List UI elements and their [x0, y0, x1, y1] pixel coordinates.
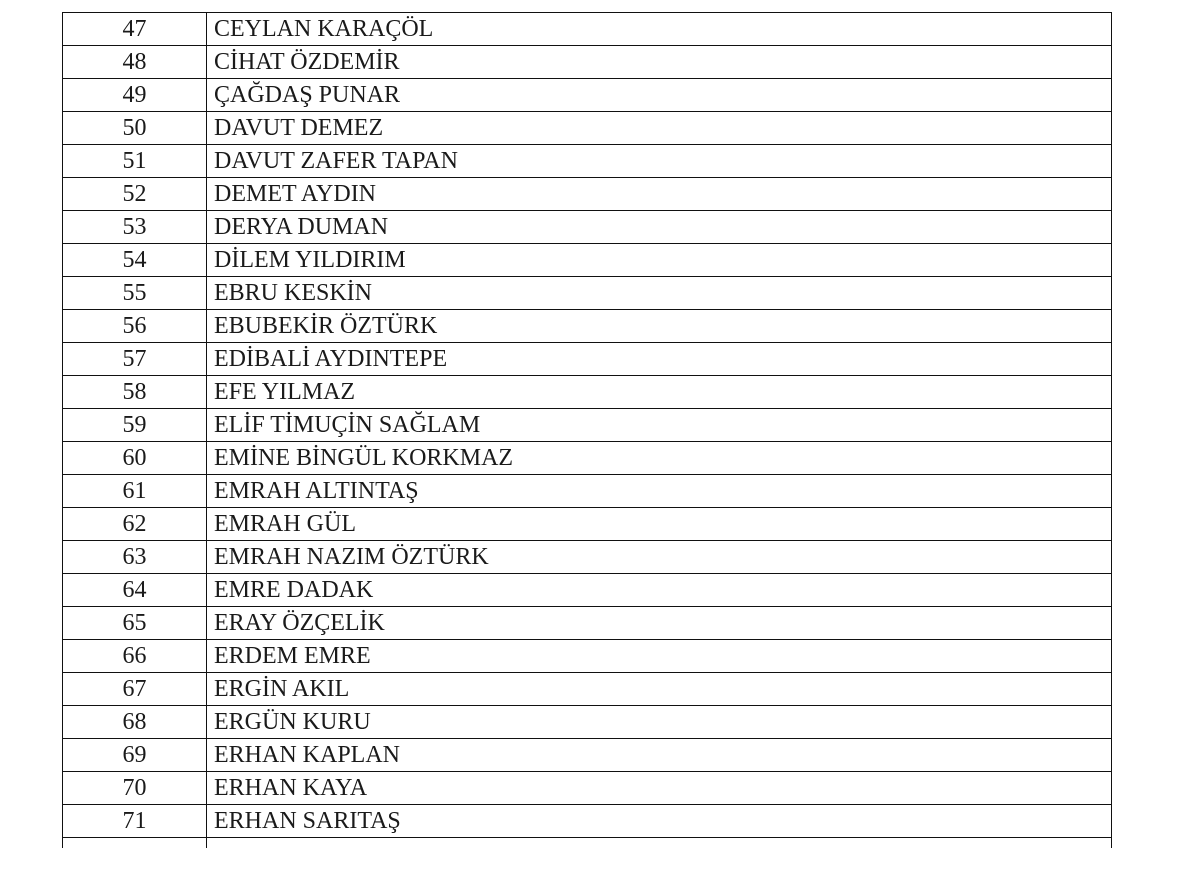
table-row [63, 178, 1112, 211]
table-row-cut-off [63, 838, 1112, 849]
table-row [63, 607, 1112, 640]
row-number: 61 [63, 475, 207, 508]
table-row [63, 343, 1112, 376]
row-number: 57 [63, 343, 207, 376]
row-number: 51 [63, 145, 207, 178]
person-name: EMRAH NAZIM ÖZTÜRK [207, 541, 1112, 574]
person-name: EMRE DADAK [207, 574, 1112, 607]
person-name-cut-off [207, 838, 1112, 849]
person-name: ERGÜN KURU [207, 706, 1112, 739]
table-row [63, 112, 1112, 145]
person-name: ERAY ÖZÇELİK [207, 607, 1112, 640]
row-number: 58 [63, 376, 207, 409]
person-name: ERHAN KAPLAN [207, 739, 1112, 772]
table-row [63, 310, 1112, 343]
table-row [63, 706, 1112, 739]
row-number: 48 [63, 46, 207, 79]
row-number: 59 [63, 409, 207, 442]
table-row [63, 739, 1112, 772]
page-bottom-edge [0, 864, 1178, 874]
row-number: 49 [63, 79, 207, 112]
person-name: EBRU KESKİN [207, 277, 1112, 310]
row-number: 60 [63, 442, 207, 475]
person-name: EMİNE BİNGÜL KORKMAZ [207, 442, 1112, 475]
person-name: ERHAN KAYA [207, 772, 1112, 805]
row-number: 55 [63, 277, 207, 310]
row-number: 63 [63, 541, 207, 574]
person-name: CİHAT ÖZDEMİR [207, 46, 1112, 79]
table-row [63, 772, 1112, 805]
table-row [63, 475, 1112, 508]
table-row [63, 574, 1112, 607]
person-name: DAVUT ZAFER TAPAN [207, 145, 1112, 178]
person-name: ERDEM EMRE [207, 640, 1112, 673]
table-row [63, 640, 1112, 673]
person-name: EDİBALİ AYDINTEPE [207, 343, 1112, 376]
row-number: 68 [63, 706, 207, 739]
person-name: ELİF TİMUÇİN SAĞLAM [207, 409, 1112, 442]
table-row [63, 541, 1112, 574]
row-number: 70 [63, 772, 207, 805]
table-row [63, 376, 1112, 409]
table-row [63, 244, 1112, 277]
row-number: 62 [63, 508, 207, 541]
table-row [63, 508, 1112, 541]
person-name: EBUBEKİR ÖZTÜRK [207, 310, 1112, 343]
person-name: ÇAĞDAŞ PUNAR [207, 79, 1112, 112]
table-row [63, 277, 1112, 310]
name-list-body [63, 13, 1112, 849]
row-number: 65 [63, 607, 207, 640]
person-name: DERYA DUMAN [207, 211, 1112, 244]
table-row [63, 79, 1112, 112]
person-name: ERGİN AKIL [207, 673, 1112, 706]
row-number: 64 [63, 574, 207, 607]
table-row [63, 46, 1112, 79]
row-number: 56 [63, 310, 207, 343]
table-row [63, 409, 1112, 442]
table-row [63, 145, 1112, 178]
table-row [63, 442, 1112, 475]
person-name: EMRAH ALTINTAŞ [207, 475, 1112, 508]
person-name: ERHAN SARITAŞ [207, 805, 1112, 838]
row-number: 54 [63, 244, 207, 277]
name-list-table [62, 12, 1112, 848]
row-number: 71 [63, 805, 207, 838]
row-number: 53 [63, 211, 207, 244]
table-row [63, 13, 1112, 46]
row-number: 47 [63, 13, 207, 46]
table-row [63, 211, 1112, 244]
person-name: DAVUT DEMEZ [207, 112, 1112, 145]
person-name: CEYLAN KARAÇÖL [207, 13, 1112, 46]
person-name: DİLEM YILDIRIM [207, 244, 1112, 277]
person-name: EFE YILMAZ [207, 376, 1112, 409]
row-number: 69 [63, 739, 207, 772]
row-number: 67 [63, 673, 207, 706]
table-row [63, 805, 1112, 838]
person-name: EMRAH GÜL [207, 508, 1112, 541]
row-number: 66 [63, 640, 207, 673]
person-name: DEMET AYDIN [207, 178, 1112, 211]
row-number-cut-off [63, 838, 207, 849]
table-row [63, 673, 1112, 706]
row-number: 52 [63, 178, 207, 211]
row-number: 50 [63, 112, 207, 145]
